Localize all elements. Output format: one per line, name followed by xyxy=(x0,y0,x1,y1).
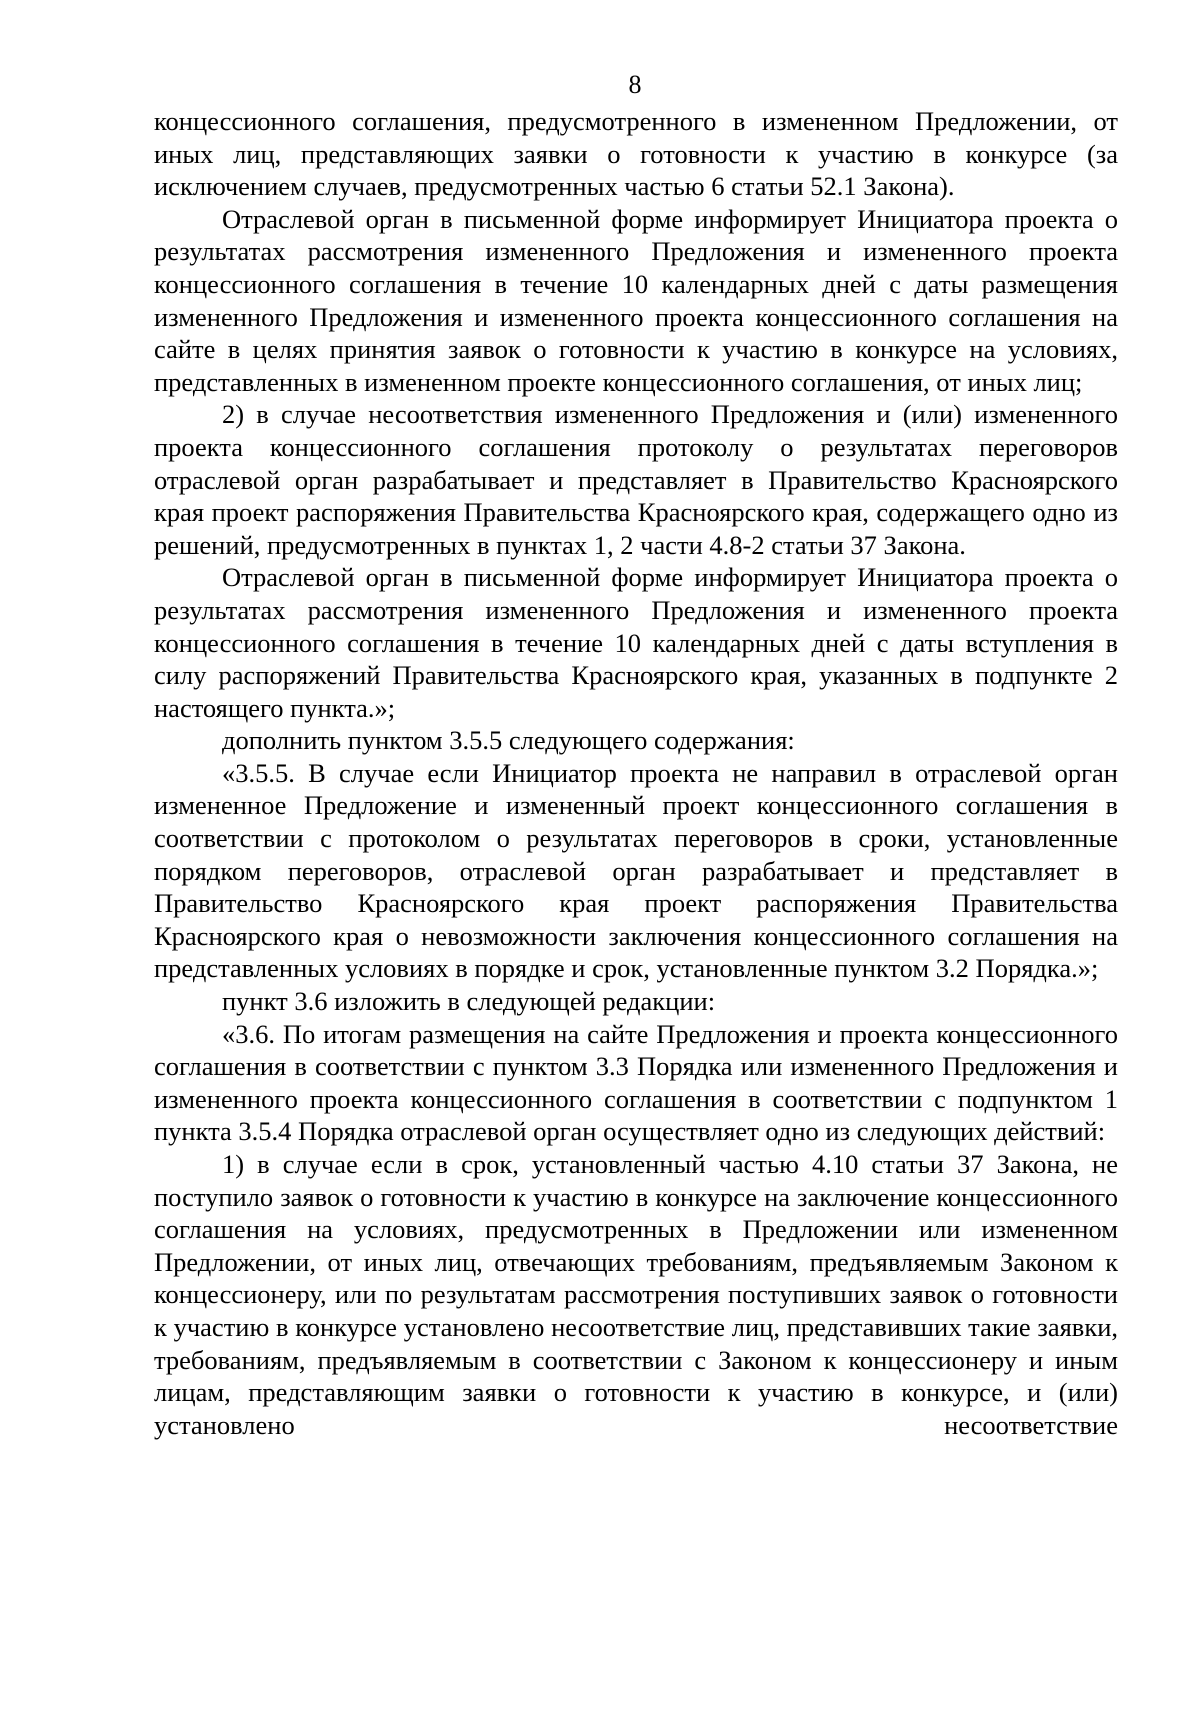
paragraph: дополнить пунктом 3.5.5 следующего содержания: xyxy=(222,725,795,756)
page-number: 8 xyxy=(628,70,642,99)
paragraph: Отраслевой орган в письменной форме информирует Инициатора проекта о результатах рассмотрения измененного Предложения и измененного проекта концессионного соглашения в течение 10 календарных дней с даты размещения измененного Предложения и измененного проекта концессионного соглашения на сайте в целях принятия заявок о готовности к участию в конкурсе на условиях, представленных в измененном проекте концессионного соглашения, от иных лиц; xyxy=(154,203,1118,397)
paragraph: «3.5.5. В случае если Инициатор проекта не направил в отраслевой орган измененное Предложение и измененный проект концессионного соглашения в соответствии с протоколом о результатах переговоров в сроки, установленные порядком переговоров, отраслевой орган разрабатывает и представляет в Правительство Красноярского края проект распоряжения Правительства Красноярского края о невозможности заключения концессионного соглашения на представленных условиях в порядке и срок, установленные пунктом 3.2 Порядка.»; xyxy=(154,757,1118,984)
paragraph: пункт 3.6 изложить в следующей редакции: xyxy=(222,986,716,1017)
paragraph: Отраслевой орган в письменной форме информирует Инициатора проекта о результатах рассмотрения измененного Предложения и измененного проекта концессионного соглашения в течение 10 календарных дней с даты вступления в силу распоряжений Правительства Красноярского края, указанных в подпункте 2 настоящего пункта.»; xyxy=(154,562,1118,723)
paragraph: концессионного соглашения, предусмотренного в измененном Предложении, от иных лиц, представляющих заявки о готовности к участию в конкурсе (за исключением случаев, предусмотренных частью 6 статьи 52.1 Закона). xyxy=(154,106,1118,202)
paragraph: 2) в случае несоответствия измененного Предложения и (или) измененного проекта концессионного соглашения протоколу о результатах переговоров отраслевой орган разрабатывает и представляет в Правительство Красноярского края проект распоряжения Правительства Красноярского края, содержащего одно из решений, предусмотренных в пунктах 1, 2 части 4.8-2 статьи 37 Закона. xyxy=(154,399,1118,560)
paragraph: «3.6. По итогам размещения на сайте Предложения и проекта концессионного соглашения в соответствии с пунктом 3.3 Порядка или измененного Предложения и измененного проекта концессионного соглашения в соответствии с подпунктом 1 пункта 3.5.4 Порядка отраслевой орган осуществляет одно из следующих действий: xyxy=(154,1018,1118,1147)
document-body xyxy=(154,105,1118,1441)
paragraph: 1) в случае если в срок, установленный частью 4.10 статьи 37 Закона, не поступило заявок о готовности к участию в конкурсе на заключение концессионного соглашения на условиях, предусмотренных в Предложении или измененном Предложении, от иных лиц, отвечающих требованиям, предъявляемым Законом к концессионеру, или по результатам рассмотрения поступивших заявок о готовности к участию в конкурсе установлено несоответствие лиц, представивших такие заявки, требованиям, предъявляемым в соответствии с Законом к концессионеру и иным лицам, представляющим заявки о готовности к участию в конкурсе, и (или) установлено несоответствие xyxy=(154,1149,1118,1440)
